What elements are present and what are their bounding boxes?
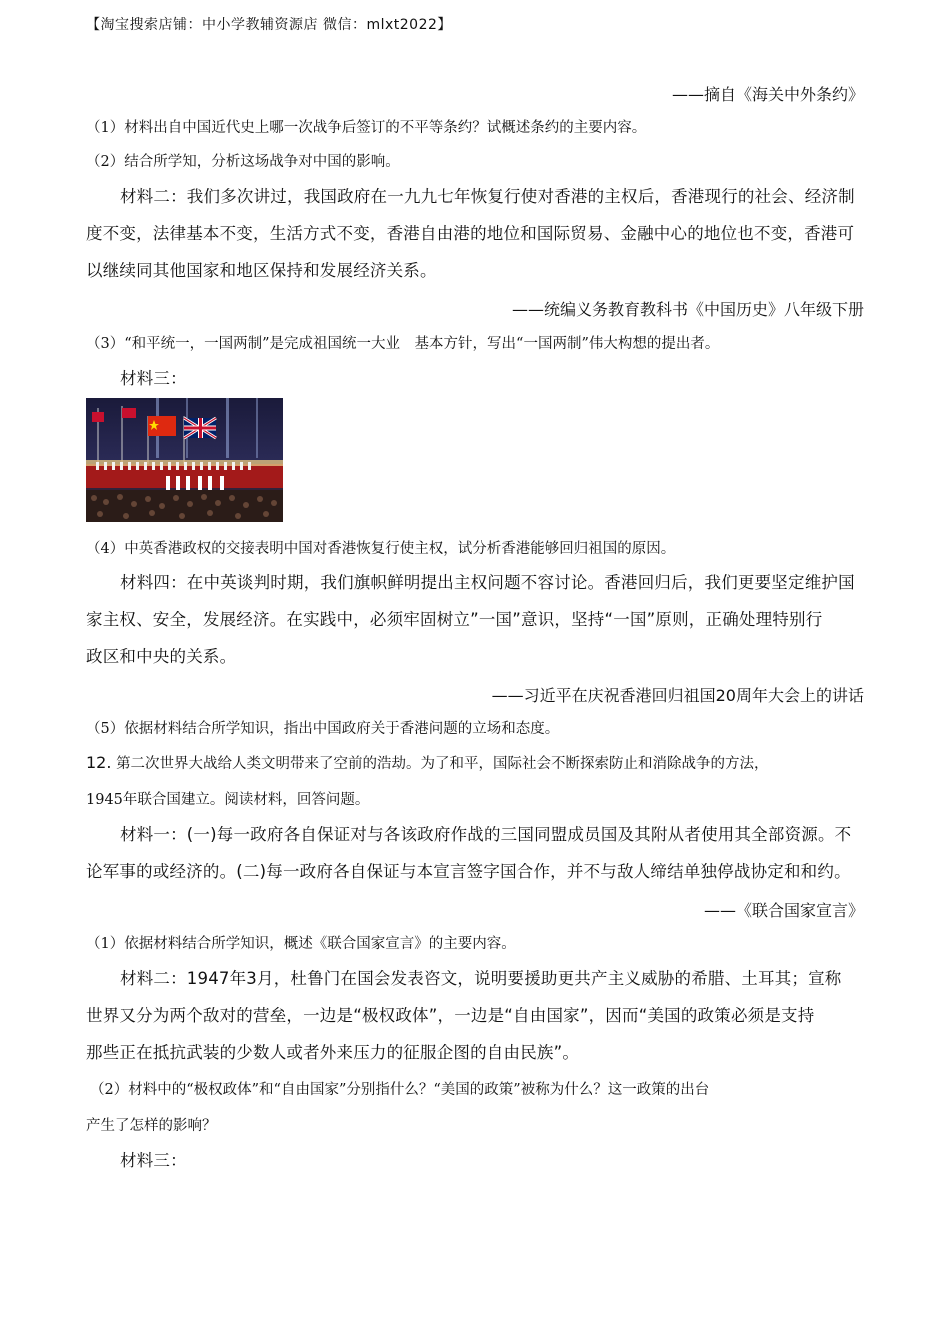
question-12-line: 1945年联合国建立。阅读材料，回答问题。 [86, 792, 370, 808]
material-b1-line: 论军事的或经济的。(二)每一政府各自保证与本宣言签字国合作，并不与敌人缔结单独停战协定和和约。 [86, 862, 851, 881]
material-b2-line: 世界又分为两个敌对的营垒，一边是“极权政体”，一边是“自由国家”，因而“美国的政策必须是支持 [86, 1006, 815, 1025]
material-4-line: 家主权、安全，发展经济。在实践中，必须牢固树立”一国”意识，坚持“一国”原则，正确处理特别行 [86, 610, 823, 629]
question-2: （2）结合所学知，分析这场战争对中国的影响。 [86, 154, 400, 170]
question-4: （4）中英香港政权的交接表明中国对香港恢复行使主权，试分析香港能够回归祖国的原因。 [86, 541, 676, 557]
question-1: （1）材料出自中国近代史上哪一次战争后签订的不平等条约？试概述条约的主要内容。 [86, 120, 647, 136]
handover-ceremony-photo [86, 398, 283, 522]
material-2-line: 材料二：我们多次讲过，我国政府在一九九七年恢复行使对香港的主权后，香港现行的社会、经济制 [120, 187, 855, 206]
material-2-line: 以继续同其他国家和地区保持和发展经济关系。 [86, 261, 437, 280]
question-number: 12. [86, 753, 112, 772]
question-b1: （1）依据材料结合所学知识，概述《联合国家宣言》的主要内容。 [86, 936, 516, 952]
question-12-text: 第二次世界大战给人类文明带来了空前的浩劫。为了和平，国际社会不断探索防止和消除战争的方法， [116, 756, 769, 772]
material-b2-line: 材料二：1947年3月，杜鲁门在国会发表咨文，说明要援助更共产主义威胁的希腊、土耳其；宣称 [120, 969, 842, 988]
material-4-line: 材料四：在中英谈判时期，我们旗帜鲜明提出主权问题不容讨论。香港回归后，我们更要坚定维护国 [120, 573, 855, 592]
material-b3-label: 材料三： [120, 1151, 187, 1170]
source-citation: ——习近平在庆祝香港回归祖国20周年大会上的讲话 [491, 686, 864, 705]
material-3-label: 材料三： [120, 369, 187, 388]
material-4-line: 政区和中央的关系。 [86, 647, 237, 666]
material-2-line: 度不变，法律基本不变，生活方式不变，香港自由港的地位和国际贸易、金融中心的地位也不变，香港可 [86, 224, 855, 243]
question-b2-line: 产生了怎样的影响？ [86, 1118, 217, 1134]
question-12-line [86, 753, 864, 774]
source-citation: ——《联合国家宣言》 [703, 901, 864, 920]
question-5: （5）依据材料结合所学知识，指出中国政府关于香港问题的立场和态度。 [86, 721, 560, 737]
material-b1-line: 材料一：(一)每一政府各自保证对与各该政府作战的三国同盟成员国及其附从者使用其全部资源。不 [120, 825, 852, 844]
source-citation: ——摘自《海关中外条约》 [671, 85, 864, 104]
source-citation: ——统编义务教育教科书《中国历史》八年级下册 [511, 300, 864, 319]
question-3: （3）“和平统一，一国两制”是完成祖国统一大业 基本方针，写出“一国两制”伟大构想的提出者。 [86, 336, 720, 352]
page-header: 【淘宝搜索店铺：中小学教辅资源店 微信：mlxt2022】 [86, 17, 452, 33]
material-b2-line: 那些正在抵抗武装的少数人或者外来压力的征服企图的自由民族”。 [86, 1043, 580, 1062]
question-b2-line: （2）材料中的“极权政体”和“自由国家”分别指什么？“美国的政策”被称为什么？这一政策的出台 [90, 1082, 710, 1098]
